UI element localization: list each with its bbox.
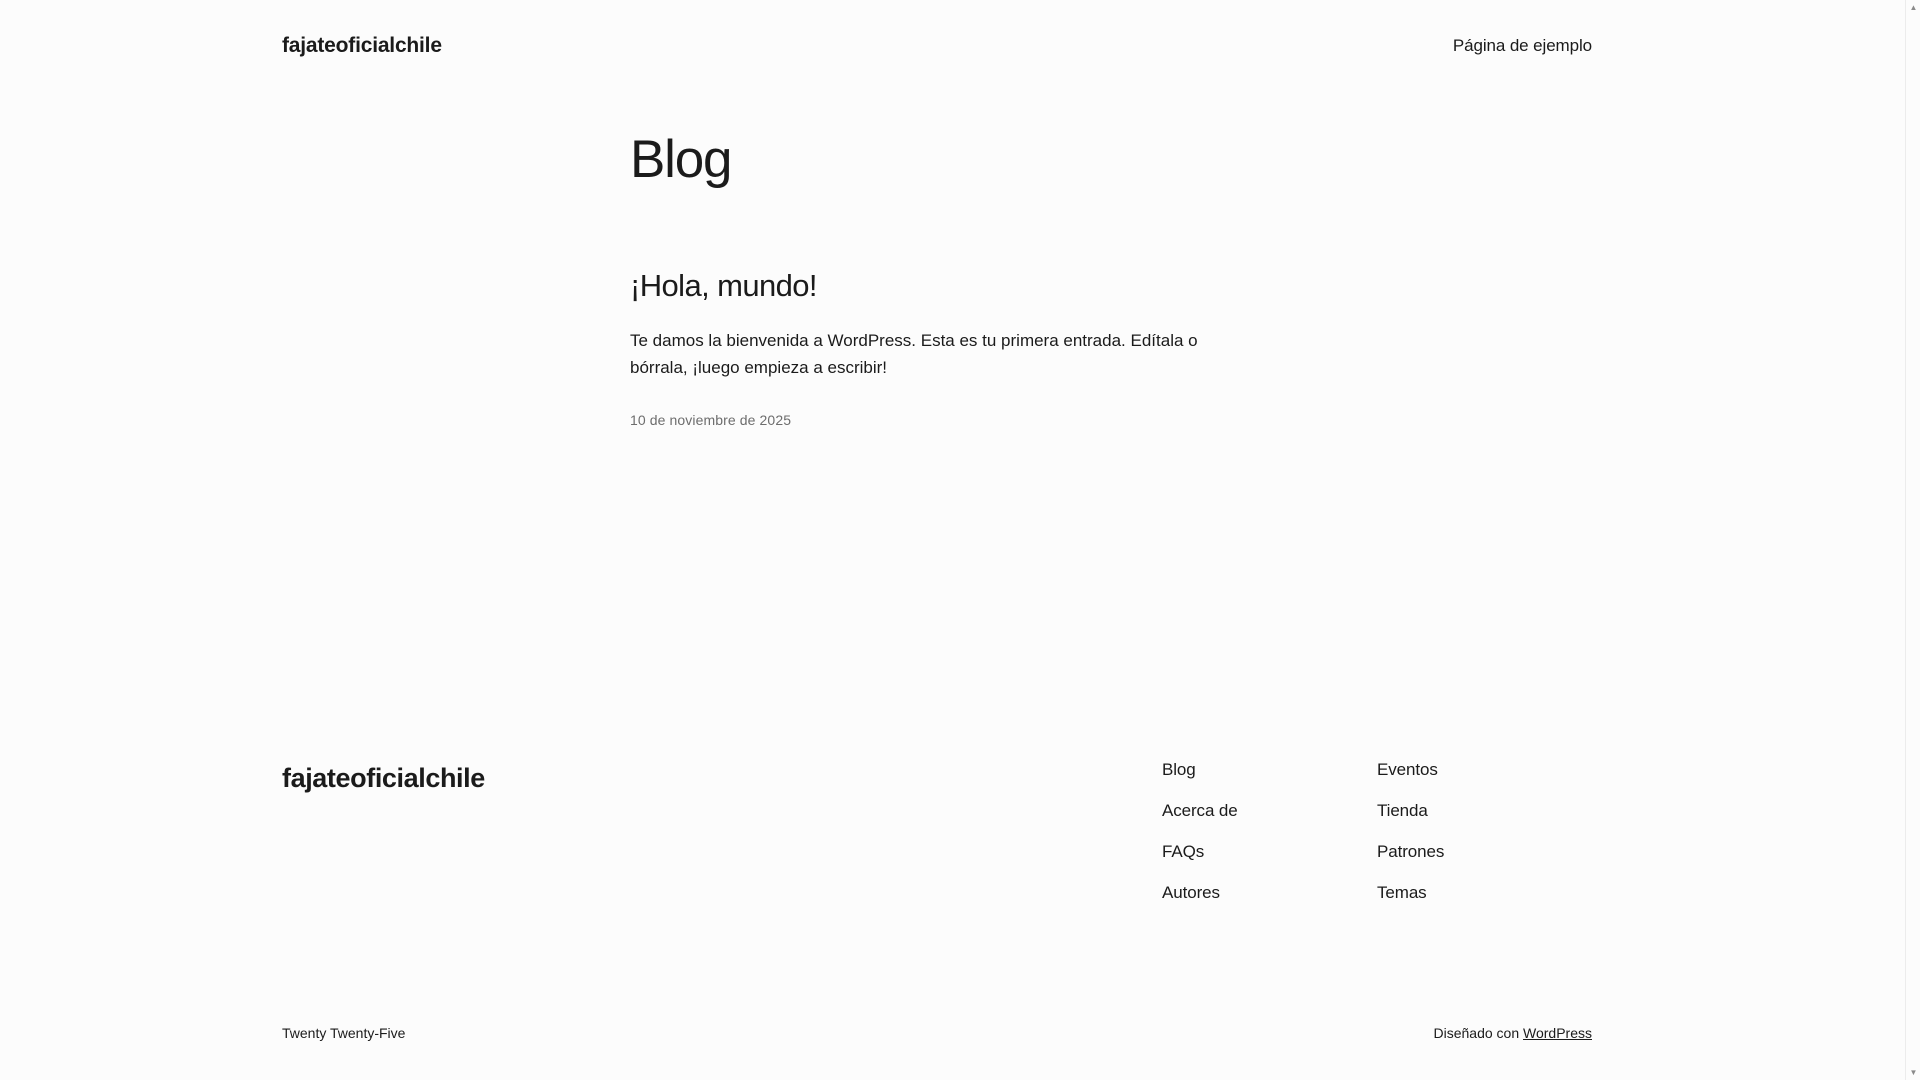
footer-link-tienda[interactable]: Tienda (1377, 801, 1428, 820)
footer-column-2 (1377, 760, 1592, 903)
post-date: 10 de noviembre de 2025 (630, 411, 792, 428)
footer-link-patrones[interactable]: Patrones (1377, 842, 1445, 861)
footer-link-columns (1162, 700, 1848, 903)
site-title[interactable]: fajateoficialchile (282, 34, 442, 58)
footer-top (282, 700, 1848, 903)
footer-brand[interactable]: fajateoficialchile (282, 763, 485, 793)
post-excerpt: Te damos la bienvenida a WordPress. Esta es tu primera entrada. Edítala o bórrala, ¡luego empieza a escribir! (630, 331, 1198, 377)
nav-item-pagina-de-ejemplo[interactable]: Página de ejemplo (1452, 36, 1592, 55)
footer-link-blog[interactable]: Blog (1162, 760, 1196, 779)
post-item (630, 267, 1270, 428)
site-main (0, 70, 1920, 428)
footer-link-faqs[interactable]: FAQs (1162, 842, 1205, 861)
scroll-down-arrow-icon[interactable]: ▼ (1909, 1068, 1918, 1077)
post-title (630, 267, 1270, 304)
theme-name: Twenty Twenty-Five (282, 1025, 406, 1041)
scroll-up-arrow-icon[interactable]: ▲ (1909, 3, 1918, 12)
footer-credit (1434, 1025, 1849, 1041)
wordpress-link[interactable]: WordPress (1523, 1025, 1592, 1041)
footer-bottom (282, 1025, 1848, 1041)
footer-column-1 (1162, 760, 1377, 903)
footer-link-autores[interactable]: Autores (1162, 883, 1220, 902)
footer-link-eventos[interactable]: Eventos (1377, 760, 1438, 779)
site-footer (0, 700, 1920, 1041)
post-list (630, 267, 1270, 428)
page-title: Blog (630, 130, 732, 189)
main-navigation (1453, 36, 1848, 56)
footer-link-temas[interactable]: Temas (1377, 883, 1427, 902)
site-header (0, 0, 1920, 70)
content-column (630, 130, 1270, 428)
footer-link-acerca-de[interactable]: Acerca de (1162, 801, 1238, 820)
post-title-link[interactable]: ¡Hola, mundo! (630, 267, 817, 303)
footer-credit-prefix: Diseñado con (1433, 1025, 1524, 1041)
page-scrollbar[interactable] (1905, 0, 1920, 1080)
